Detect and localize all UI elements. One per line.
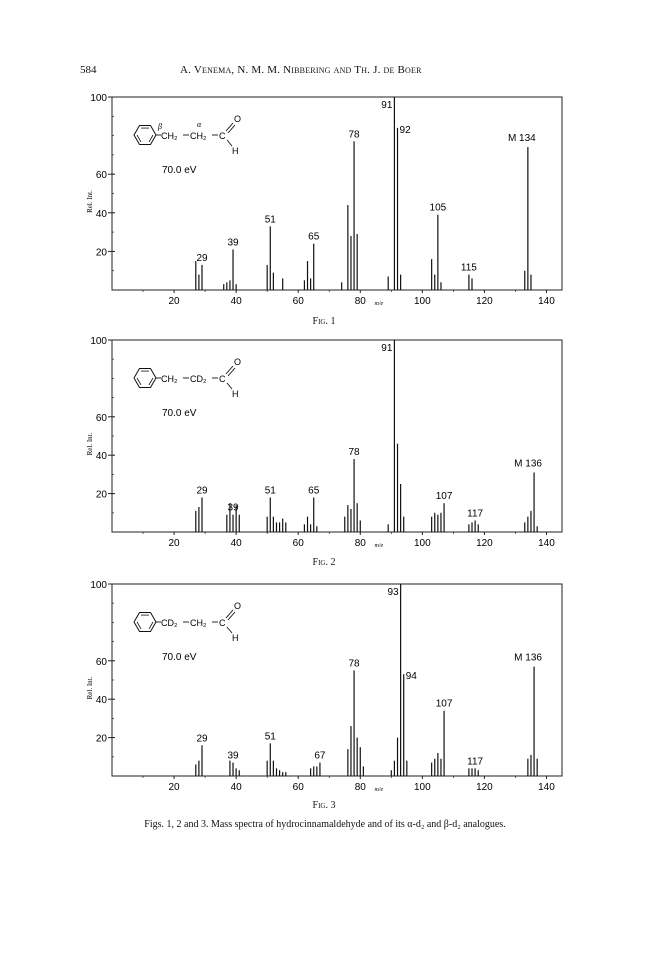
page-number: 584 [80,64,97,76]
group-right: CD₂ [190,374,207,384]
peak-label: 115 [460,262,477,274]
x-tick-label: 140 [538,782,555,793]
chart-frame-3 [112,584,562,776]
peak-label: 51 [264,731,276,743]
peak-label: 94 [405,671,417,683]
x-tick-label: 140 [538,296,555,307]
y-tick-label: 60 [95,412,107,424]
x-tick-label: 80 [354,296,366,307]
chart-frame-2 [112,340,562,532]
peak-label: 92 [399,124,411,136]
carbonyl-carbon: C [219,618,226,628]
peak-label: 51 [264,214,276,226]
aldehyde-hydrogen: H [232,146,239,156]
beta-label: β [158,122,162,131]
peak-label: 93 [387,587,399,598]
peak-label: 65 [308,231,320,243]
y-axis-label: Rel. Int. [86,190,94,213]
aldehyde-hydrogen: H [232,389,239,399]
peak-label: 78 [348,129,360,141]
x-tick-label: 100 [414,296,431,307]
figure-1-caption: Fig. 1 [312,316,336,327]
peak-label: 29 [196,252,208,264]
x-tick-label: 40 [230,538,242,549]
x-tick-label: 60 [292,782,304,793]
combined-caption: Figs. 1, 2 and 3. Mass spectra of hydrocinnamaldehyde and of its α-d₂ and β-d₂ analogues. [144,819,506,830]
peak-label: 91 [381,100,393,111]
peak-label: 67 [314,750,326,762]
y-tick-label: 60 [95,656,107,668]
alpha-label: α [197,120,202,129]
carbonyl-oxygen: O [234,357,242,367]
x-tick-label: 120 [476,782,493,793]
carbonyl-bond [226,610,233,618]
energy-label: 70.0 eV [162,408,197,419]
x-tick-label: 40 [230,296,242,307]
peak-label: 117 [467,508,484,520]
carbonyl-bond [226,366,233,374]
peak-label: 117 [467,756,484,768]
peak-label: 39 [227,750,239,762]
x-axis-label: m/e [374,543,384,549]
peak-label: 51 [264,485,276,497]
peak-label: 39 [227,237,239,249]
y-tick-label: 100 [90,93,107,104]
y-tick-label: 40 [95,451,107,463]
group-left: CH₂ [161,374,178,384]
peak-label: 107 [435,698,453,710]
group-left: CD₂ [161,618,178,628]
chart-frame-1 [112,97,562,290]
running-head: A. Venema, N. M. M. Nibbering and Th. J. de Boer [180,64,422,76]
carbonyl-oxygen: O [234,114,242,124]
x-tick-label: 60 [292,538,304,549]
peak-label: 29 [196,733,208,745]
energy-label: 70.0 eV [162,165,197,176]
y-tick-label: 60 [95,170,107,182]
peak-label: M 134 [507,133,536,145]
carbonyl-bond [228,612,235,620]
peak-label: M 136 [514,458,542,470]
x-tick-label: 120 [476,538,493,549]
figure-3-caption: Fig. 3 [312,800,336,811]
x-tick-label: 60 [292,296,304,307]
carbonyl-bond [228,368,235,376]
carbonyl-oxygen: O [234,601,242,611]
peak-label: 107 [435,491,453,503]
peak-label: 65 [308,485,320,497]
x-tick-label: 80 [354,782,366,793]
figure-2-caption: Fig. 2 [312,557,336,568]
x-tick-label: 120 [476,296,493,307]
x-tick-label: 100 [414,782,431,793]
x-tick-label: 140 [538,538,555,549]
x-tick-label: 20 [168,538,180,549]
peak-label: 29 [196,485,208,497]
x-tick-label: 20 [168,296,180,307]
x-tick-label: 80 [354,538,366,549]
carbonyl-carbon: C [219,131,226,141]
energy-label: 70.0 eV [162,652,197,663]
y-axis-label: Rel. Int. [86,676,94,700]
x-tick-label: 20 [168,782,180,793]
y-tick-label: 100 [90,336,107,347]
peak-label: M 136 [514,652,542,664]
peak-label: 39 [227,502,239,514]
group-left: CH₂ [161,131,178,141]
y-tick-label: 20 [95,489,107,501]
group-right: CH₂ [190,618,207,628]
x-axis-label: m/e [374,787,384,793]
y-axis-label: Rel. Int. [86,432,94,456]
carbonyl-carbon: C [219,374,226,384]
peak-label: 105 [429,202,447,214]
x-tick-label: 100 [414,538,431,549]
peak-label: 78 [348,447,360,459]
peak-label: 91 [381,343,393,354]
carbonyl-bond [226,123,233,131]
peak-label: 78 [348,658,360,670]
x-tick-label: 40 [230,782,242,793]
y-tick-label: 100 [90,580,107,591]
y-tick-label: 20 [95,247,107,259]
y-tick-label: 40 [95,695,107,707]
carbonyl-bond [228,125,235,133]
x-axis-label: m/e [374,301,384,307]
aldehyde-hydrogen: H [232,633,239,643]
y-tick-label: 40 [95,208,107,220]
y-tick-label: 20 [95,733,107,745]
group-right: CH₂ [190,131,207,141]
